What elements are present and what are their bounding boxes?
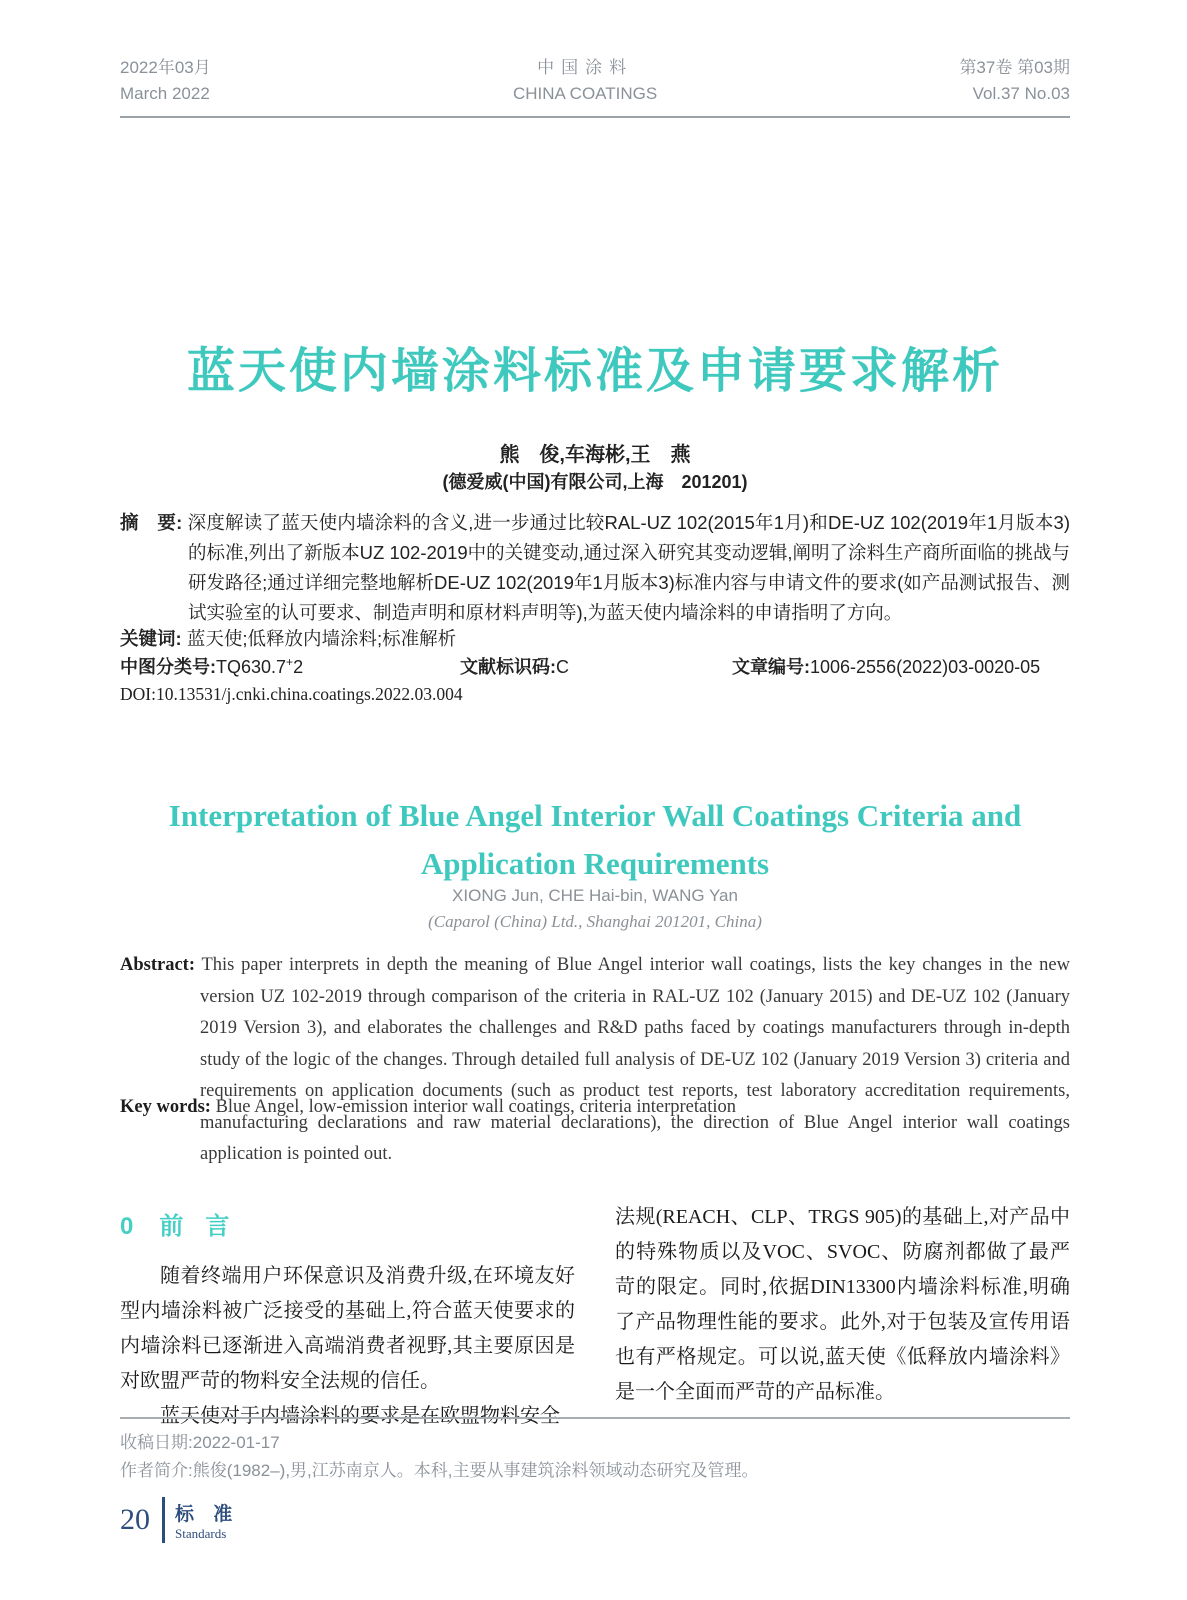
body-columns bbox=[120, 1200, 1070, 1434]
footer-divider bbox=[162, 1497, 165, 1543]
clc-label: 中图分类号: bbox=[120, 657, 216, 677]
header-journal-cn: 中国涂料 bbox=[537, 58, 634, 77]
article-id-label: 文章编号: bbox=[732, 657, 810, 677]
clc-superscript: + bbox=[286, 655, 294, 669]
document-code bbox=[460, 653, 732, 679]
keywords-en bbox=[120, 1097, 1070, 1118]
authors-cn: 熊 俊,车海彬,王 燕 bbox=[499, 444, 691, 466]
body-paragraph: 蓝天使对于内墙涂料的要求是在欧盟物料安全 bbox=[160, 1405, 560, 1427]
abstract-label-cn: 摘 要: bbox=[120, 512, 183, 533]
received-date-label: 收稿日期: bbox=[120, 1433, 193, 1452]
abstract-cn bbox=[120, 508, 1070, 628]
article-meta-row bbox=[120, 653, 1070, 679]
author-bio-text: 熊俊(1982–),男,江苏南京人。本科,主要从事建筑涂料领域动态研究及管理。 bbox=[192, 1461, 759, 1481]
keywords-label-en: Key words: bbox=[120, 1097, 211, 1117]
header-issue-date bbox=[120, 55, 211, 108]
body-column-right bbox=[615, 1200, 1070, 1434]
header-journal-en: CHINA COATINGS bbox=[512, 84, 658, 104]
header-date-cn: 2022年03月 bbox=[120, 58, 211, 77]
received-date-note bbox=[120, 1429, 1070, 1457]
footer-column-cn: 标 准 bbox=[175, 1503, 240, 1525]
footer-column-en: Standards bbox=[175, 1525, 227, 1541]
header-issue-cn: 第37卷 第03期 bbox=[959, 58, 1070, 77]
footer-column-name bbox=[175, 1499, 239, 1542]
section-0-heading bbox=[120, 1206, 575, 1241]
document-code-label: 文献标识码: bbox=[460, 657, 556, 677]
footnote-block bbox=[120, 1417, 1070, 1485]
article-id-value: 1006-2556(2022)03-0020-05 bbox=[810, 657, 1041, 677]
abstract-text-cn: 深度解读了蓝天使内墙涂料的含义,进一步通过比较RAL-UZ 102(2015年1月)和DE-UZ 102(2019年1月版本3)的标准,列出了新版本UZ 102-2019中的关键变动,通过深入研究其变动逻辑,阐明了涂料生产商所面临的挑战与研发路径;通过详细完整地解析DE-UZ 102(2019年1月版本3)标准内容与申请文件的要求(如产品测试报告、测试实验室的认可要求、制造声明和原材料声明等),为蓝天使内墙涂料的申请指明了方向。 bbox=[187, 512, 1071, 623]
author-bio-note bbox=[120, 1457, 1070, 1485]
affiliation-cn: (德爱威(中国)有限公司,上海 201201) bbox=[442, 472, 748, 492]
body-paragraph: 随着终端用户环保意识及消费升级,在环境友好型内墙涂料被广泛接受的基础上,符合蓝天使要求的内墙涂料已逐渐进入高端消费者视野,其主要原因是对欧盟严苛的物料安全法规的信任。 bbox=[120, 1265, 575, 1392]
authors-en: XIONG Jun, CHE Hai-bin, WANG Yan bbox=[452, 886, 738, 905]
keywords-text-en: Blue Angel, low-emission interior wall coatings, criteria interpretation bbox=[215, 1097, 737, 1117]
keywords-text-cn: 蓝天使;低释放内墙涂料;标准解析 bbox=[186, 628, 457, 649]
article-id bbox=[732, 653, 1070, 679]
received-date-value: 2022-01-17 bbox=[192, 1433, 280, 1452]
article-title-cn: 蓝天使内墙涂料标准及申请要求解析 bbox=[186, 345, 1003, 398]
journal-running-head bbox=[120, 55, 1070, 118]
article-title-en: Interpretation of Blue Angel Interior Wall Coatings Criteria and Application Requirements bbox=[168, 798, 1022, 881]
author-bio-label: 作者简介: bbox=[120, 1461, 193, 1481]
keywords-cn bbox=[120, 625, 1070, 651]
body-column-left bbox=[120, 1200, 575, 1434]
affiliation-en: (Caparol (China) Ltd., Shanghai 201201, China) bbox=[428, 912, 762, 931]
page-number: 20 bbox=[120, 1503, 150, 1536]
header-issue-en: Vol.37 No.03 bbox=[972, 84, 1070, 104]
header-date-en: March 2022 bbox=[120, 84, 210, 104]
page-footer bbox=[120, 1497, 1070, 1543]
clc-base: TQ630.7 bbox=[216, 657, 287, 677]
section-0-title: 前言 bbox=[159, 1213, 252, 1240]
section-0-number: 0 bbox=[120, 1213, 134, 1240]
abstract-label-en: Abstract: bbox=[120, 955, 196, 975]
clc-number bbox=[120, 653, 460, 679]
document-code-value: C bbox=[556, 657, 569, 677]
header-journal-name bbox=[513, 55, 657, 108]
body-paragraph: 法规(REACH、CLP、TRGS 905)的基础上,对产品中的特殊物质以及VOC、SVOC、防腐剂都做了最严苛的限定。同时,依据DIN13300内墙涂料标准,明确了产品物理性能的要求。此外,对于包装及宣传用语也有严格规定。可以说,蓝天使《低释放内墙涂料》是一个全面而严苛的产品标准。 bbox=[615, 1206, 1070, 1403]
keywords-label-cn: 关键词: bbox=[120, 628, 182, 649]
abstract-en bbox=[120, 950, 1070, 1171]
header-volume-issue bbox=[959, 55, 1070, 108]
clc-after: 2 bbox=[293, 657, 304, 677]
doi: DOI:10.13531/j.cnki.china.coatings.2022.03.004 bbox=[120, 684, 463, 704]
abstract-text-en: This paper interprets in depth the meaning of Blue Angel interior wall coatings, lists the key changes in the new version UZ 102-2019 through comparison of the criteria in RAL-UZ 102 (January 2015) and DE-UZ 102 (January 2019 Version 3), and elaborates the challenges and R&D paths faced by coatings manufacturers through in-depth study of the logic of the changes. Through detailed full analysis of DE-UZ 102 (January 2019 Version 3) criteria and requirements on application documents (such as product test reports, test laboratory accreditation requirements, manufacturing declarations and raw material declarations), the direction of Blue Angel interior wall coatings application is pointed out. bbox=[200, 955, 1070, 1164]
